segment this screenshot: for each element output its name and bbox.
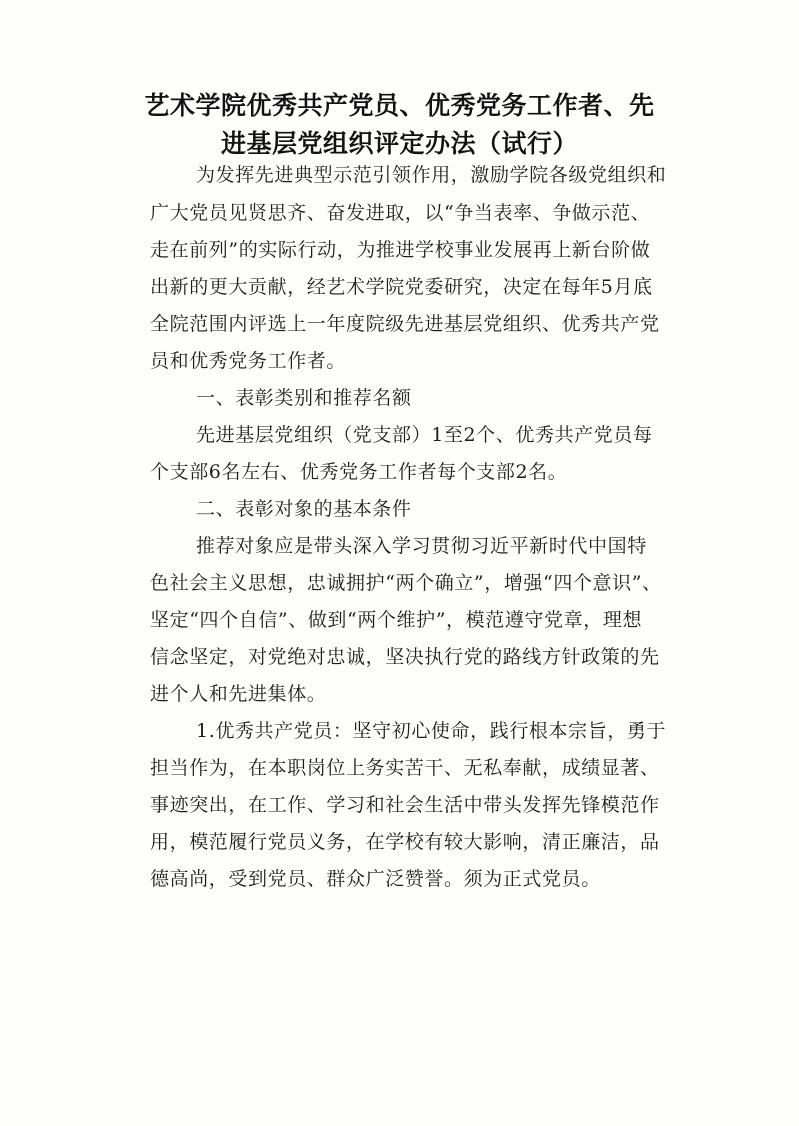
paragraph-line: 德高尚，受到党员、群众广泛赞誉。须为正式党员。 bbox=[150, 868, 601, 890]
paragraph-line: 个支部6名左右、优秀党务工作者每个支部2名。 bbox=[150, 461, 568, 483]
paragraph-line: 担当作为，在本职岗位上务实苦干、无私奉献，成绩显著、 bbox=[150, 757, 660, 779]
paragraph-line: 走在前列”的实际行动，为推进学校事业发展再上新台阶做 bbox=[150, 239, 651, 261]
section-heading: 一、表彰类别和推荐名额 bbox=[196, 387, 412, 409]
paragraph-line: 进个人和先进集体。 bbox=[150, 683, 327, 705]
paragraph-line: 广大党员见贤思齐、奋发进取，以“争当表率、争做示范、 bbox=[150, 202, 651, 224]
document-title-line-2: 进基层党组织评定办法（试行） bbox=[220, 129, 578, 158]
paragraph-line: 用，模范履行党员义务，在学校有较大影响，清正廉洁，品 bbox=[150, 831, 660, 853]
paragraph-line: 为发挥先进典型示范引领作用，激励学院各级党组织和 bbox=[196, 164, 667, 186]
paragraph-line: 信念坚定，对党绝对忠诚，坚决执行党的路线方针政策的先 bbox=[150, 646, 660, 668]
paragraph-line: 员和优秀党务工作者。 bbox=[150, 350, 347, 372]
paragraph-line: 坚定“四个自信”、做到“两个维护”，模范遵守党章，理想 bbox=[150, 609, 643, 631]
paragraph-line: 1.优秀共产党员：坚守初心使命，践行根本宗旨，勇于 bbox=[196, 720, 667, 742]
paragraph-line: 推荐对象应是带头深入学习贯彻习近平新时代中国特 bbox=[196, 535, 647, 557]
paragraph-line: 事迹突出，在工作、学习和社会生活中带头发挥先锋模范作 bbox=[150, 794, 660, 816]
document-title-line-1: 艺术学院优秀共产党员、优秀党务工作者、先 bbox=[144, 91, 655, 120]
paragraph-line: 先进基层党组织（党支部）1至2个、优秀共产党员每 bbox=[196, 424, 653, 446]
paragraph-line: 全院范围内评选上一年度院级先进基层党组织、优秀共产党 bbox=[150, 313, 660, 335]
section-heading: 二、表彰对象的基本条件 bbox=[196, 498, 412, 520]
paragraph-line: 出新的更大贡献，经艺术学院党委研究，决定在每年5月底 bbox=[150, 276, 653, 298]
paragraph-line: 色社会主义思想，忠诚拥护“两个确立”，增强“四个意识”、 bbox=[150, 572, 662, 594]
